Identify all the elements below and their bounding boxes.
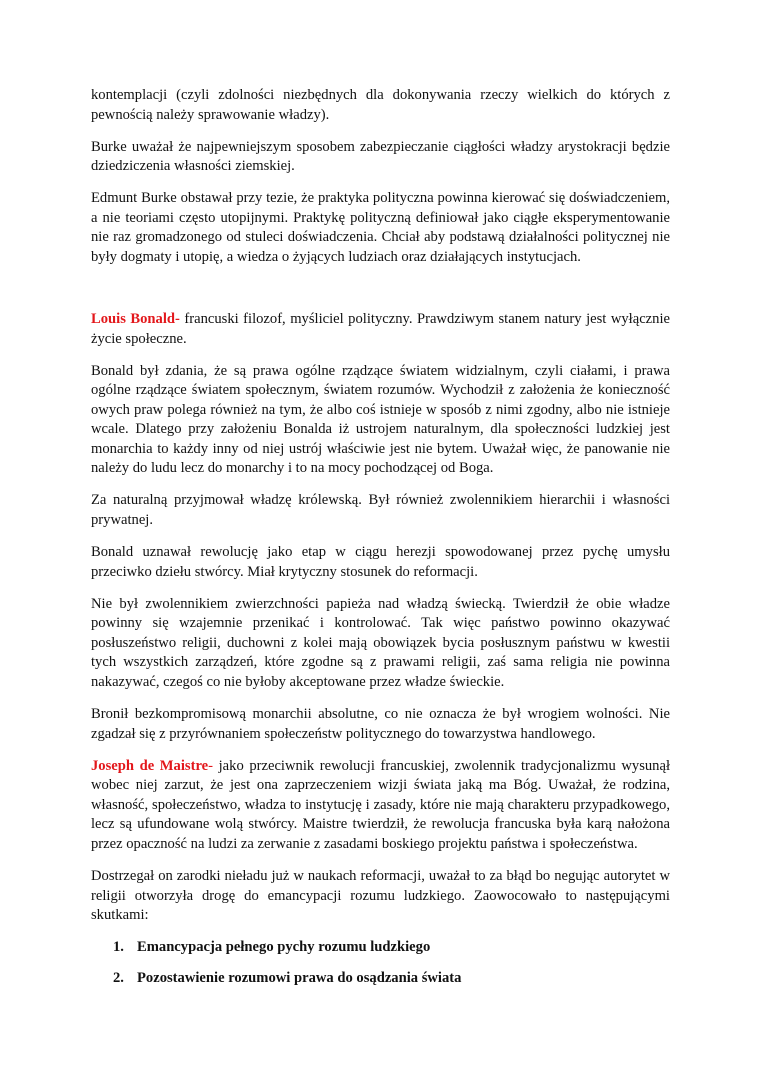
paragraph: Bronił bezkompromisową monarchii absolutne, co nie oznacza że był wrogiem wolności. Nie zgadzał się z przyrównaniem społeczeństw politycznego do towarzystwa handlowego.: [91, 705, 670, 742]
numbered-list: [91, 938, 670, 989]
paragraph: Nie był zwolennikiem zwierzchności papieża nad władzą świecką. Twierdził że obie władze powinny się wzajemnie przenikać i kontrolować. Tak więc państwo powinno okazywać posłuszeństwo religii, duchowni z kolei mają obowiązek bycia posłusznym państwu w kwestii tych wszystkich zarządzeń, które zgodne są z prawami religii, zaś sama religia nie powinna nakazywać, czegoś co nie byłoby akceptowane przez władze świeckie.: [91, 595, 670, 690]
name-dash: -: [208, 757, 214, 774]
paragraph: Dostrzegał on zarodki nieładu już w naukach reformacji, uważał to za błąd bo negując autorytet w religii otworzyła drogę do emancypacji rozumu ludzkiego. Zaowocowało to następującymi skutkami:: [91, 867, 670, 924]
document-page: [91, 86, 670, 1000]
paragraph: Za naturalną przyjmował władzę królewską. Był również zwolennikiem hierarchii i własności prywatnej.: [91, 492, 670, 529]
heading-name-bonald: Louis Bonald: [91, 310, 175, 327]
heading-name-maistre: Joseph de Maistre: [91, 757, 209, 774]
paragraph: Bonald był zdania, że są prawa ogólne rządzące światem widzialnym, czyli ciałami, i prawa ogólne rządzące światem społecznym, światem rozumów. Wychodził z założenia że konieczność owych praw polega również na tym, że albo coś istnieje w sposób z nimi zgodny, albo nie istnieje wcale. Dlatego przy założeniu Bonalda iż ustrojem naturalnym, dla społeczności ludzkiej jest monarchia to każdy inny od niej ustrój właściwie jest nie bytem. Uważał więc, że panowanie nie należy do ludu lecz do monarchy i to na mocy pochodzącej od Boga.: [91, 362, 670, 477]
paragraph-maistre-intro: [91, 757, 670, 855]
list-item: [91, 938, 670, 958]
list-text: Emancypacja pełnego pychy rozumu ludzkiego: [137, 939, 431, 956]
paragraph-text: jako przeciwnik rewolucji francuskiej, zwolennik tradycjonalizmu wysunął wobec niej zarzut, że jest ona zaprzeczeniem wizji świata jaką ma Bóg. Uważał, że rodzina, własność, społeczeństwo, władza to instytucję i zasady, które nie mają charakteru przypadkowego, lecz są ufundowane wolą stwórcy. Maistre twierdził, że rewolucja francuska była karą nałożona przez opaczność na ludzi za zerwanie z zasadami boskiego projektu państwa i społeczeństwa.: [91, 757, 671, 852]
list-text: Pozostawienie rozumowi prawa do osądzania świata: [137, 970, 462, 987]
list-number: 1.: [113, 939, 124, 956]
paragraph: Bonald uznawał rewolucję jako etap w ciągu herezji spowodowanej przez pychę umysłu przeciwko dziełu stwórcy. Miał krytyczny stosunek do reformacji.: [91, 544, 670, 580]
list-item: [91, 969, 670, 989]
paragraph-text: francuski filozof, myśliciel polityczny. Prawdziwym stanem natury jest wyłącznie życie społeczne.: [91, 310, 670, 347]
list-number: 2.: [113, 970, 124, 987]
paragraph: Burke uważał że najpewniejszym sposobem zabezpieczanie ciągłości władzy arystokracji będzie dziedziczenia własności ziemskiej.: [91, 138, 670, 175]
paragraph: kontemplacji (czyli zdolności niezbędnych dla dokonywania rzeczy wielkich do których z pewnością należy sprawowanie władzy).: [91, 87, 670, 123]
paragraph: Edmunt Burke obstawał przy tezie, że praktyka polityczna powinna kierować się doświadczeniem, a nie teoriami często utopijnymi. Praktykę polityczną definiował jako ciągłe eksperymentowanie nie raz gromadzonego od stuleci doświadczenia. Chciał aby podstawą działalności politycznej nie były dogmaty i utopię, a wiedza o żyjących ludziach oraz działających instytucjach.: [91, 190, 670, 265]
name-dash: -: [175, 310, 180, 327]
paragraph-bonald-intro: [91, 310, 670, 349]
spacer: [91, 280, 670, 310]
